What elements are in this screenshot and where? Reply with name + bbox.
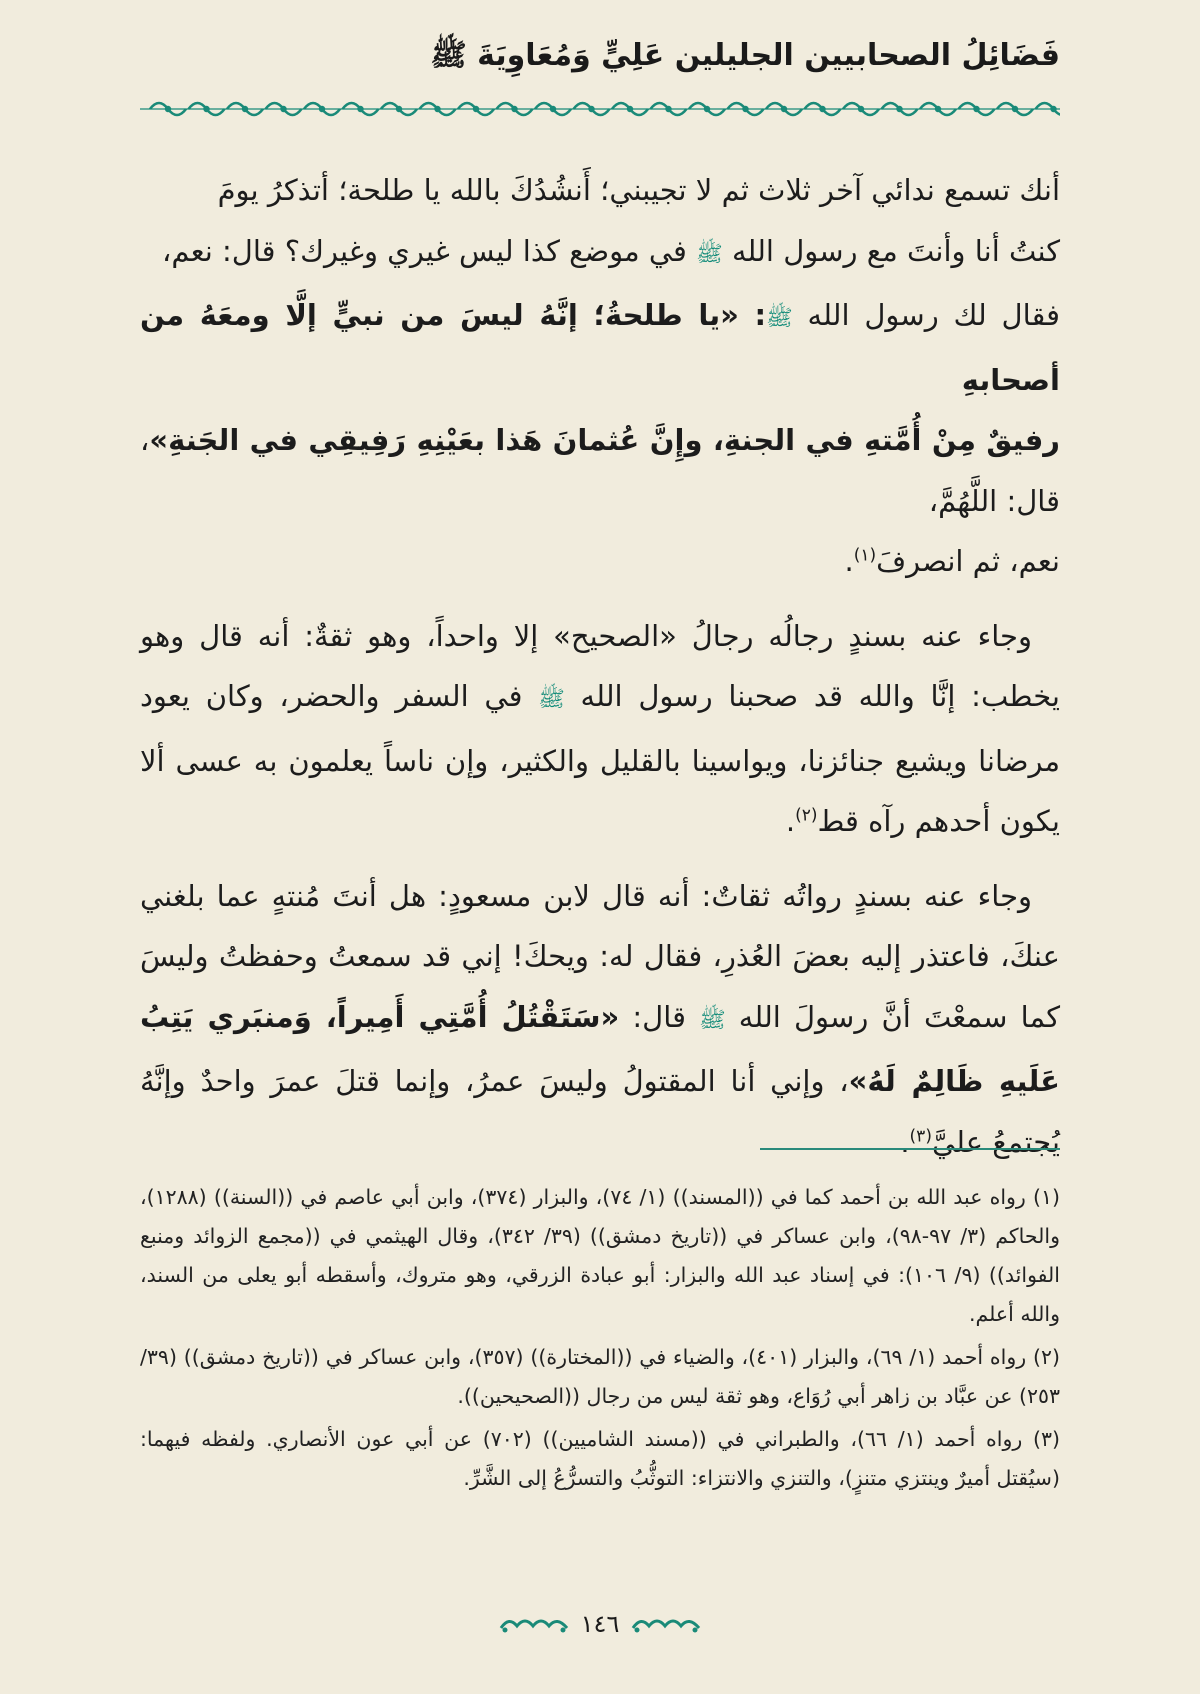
text-block: وجاء عنه بسندٍ رجالُه رجالُ «الصحيح» إلا واحداً، وهو ثقةٌ: أنه قال وهو يخطب: إنَّا والله قد صحبنا رسول الله ﷺ في السفر والحضر، وكان يعود مرضانا ويشيع جنائزنا، ويواسينا بالقليل والكثير، وإن ناساً يعلمون به عسى ألا يكون أحدهم رآه قط$^{(٢)}$. — [140, 618, 1061, 838]
text-line — [140, 285, 1060, 410]
ornament-border-icon — [140, 92, 1060, 126]
saw-symbol: ﷺ — [766, 306, 793, 331]
text-span: كنتُ أنا وأنتَ مع رسول الله — [731, 233, 1060, 268]
text-line: نعم، ثم انصرفَ$^{(١)}$. — [844, 544, 1060, 578]
text-span: قال: — [632, 999, 686, 1034]
text-span: فقال لك رسول الله — [807, 298, 1060, 332]
hadith-quote: «سَتَقْتُلُ أُمَّتِي أَمِيراً، وَمنبَري يَتِبُ عَلَيهِ ظَالِمٌ لَهُ» — [140, 999, 1060, 1098]
paragraph-3 — [140, 866, 1060, 1173]
hadith-quote: : «يا طلحةُ؛ إنَّهُ ليسَ من نبيٍّ إلَّا ومعَهُ من أصحابهِ — [140, 298, 1060, 397]
text-span: ، وإني أنا المقتولُ وليسَ عمرُ، وإنما قتلَ عمرَ واحدٌ وإنَّهُ يُجتمعُ عليَّ — [140, 1064, 1060, 1159]
text-span: في السفر والحضر، وكان يعود مرضانا ويشيع جنائزنا، ويواسينا بالقليل والكثير، وإن ناساً يعلمون به عسى ألا يكون أحدهم رآه قط — [140, 679, 1060, 838]
paragraph-2 — [140, 606, 1060, 852]
footnotes — [140, 1178, 1060, 1502]
footnote-ref-3[interactable]: (٣) — [909, 1125, 932, 1146]
footnote-1: (١) رواه عبد الله بن أحمد كما في ((المسند)) (١/ ٧٤)، والبزار (٣٧٤)، وابن أبي عاصم في ((السنة)) (١٢٨٨)، والحاكم (٣/ ٩٧-٩٨)، وابن عساكر في ((تاريخ دمشق)) (٣٩/ ٣٤٢)، وقال الهيثمي في ((مجمع الزوائد ومنبع الفوائد)) (٩/ ١٠٦): في إسناد عبد الله والبزار: أبو عبادة الزرقي، وهو متروك، وأسقطه أبو يعلى من السند، والله أعلم. — [140, 1185, 1060, 1326]
page-footer — [0, 1604, 1200, 1644]
footer-ornament-icon — [499, 1612, 569, 1636]
footnote-ref-1[interactable]: (١) — [853, 545, 877, 566]
paragraph-1 — [140, 160, 1060, 592]
saw-symbol: ﷺ — [699, 1007, 726, 1033]
saw-symbol: ﷺ — [538, 687, 565, 712]
text-span: نعم، ثم انصرفَ — [876, 544, 1060, 578]
footer-ornament-icon — [631, 1612, 701, 1636]
header-ornament — [140, 92, 1060, 126]
hadith-quote: رفيقٌ مِنْ أُمَّتهِ في الجنةِ، وإِنَّ عُثمانَ هَذا بعَيْنِهِ رَفِيقِي في الجَنةِ» — [149, 423, 1060, 457]
footnote-ref-2[interactable]: (٢) — [795, 805, 818, 826]
text-block: وجاء عنه بسندٍ رواتُه ثقاتٌ: أنه قال لابن مسعودٍ: هل أنتَ مُنتهٍ عما بلغني عنكَ، فاعتذر إليه بعضَ العُذرِ، فقال له: ويحكَ! إني قد سمعتُ وحفظتُ وليسَ كما سمعْتَ أنَّ رسولَ الله ﷺ قال: «سَتَقْتُلُ أُمَّتِي أَمِيراً، وَمنبَري يَتِبُ عَلَيهِ ظَالِمٌ لَهُ»، وإني أنا المقتولُ وليسَ عمرُ، وإنما قتلَ عمرَ واحدٌ وإنَّهُ يُجتمعُ عليَّ$^{(٣)}$. — [140, 878, 1061, 1159]
text-span: وجاء عنه بسندٍ رجالُه رجالُ «الصحيح» إلا واحداً، وهو ثقةٌ: أنه قال وهو يخطب: إنَّا والله قد صحبنا رسول الله — [140, 618, 1061, 713]
saw-symbol: ﷺ — [696, 241, 723, 267]
footnote-divider — [760, 1148, 1060, 1150]
page-number: ١٤٦ — [580, 1610, 620, 1638]
text-span: وجاء عنه بسندٍ رواتُه ثقاتٌ: أنه قال لابن مسعودٍ: هل أنتَ مُنتهٍ عما بلغني عنكَ، فاعتذر إليه بعضَ العُذرِ، فقال له: ويحكَ! إني قد سمعتُ وحفظتُ وليسَ كما سمعْتَ أنَّ رسولَ الله — [140, 878, 1061, 1034]
footnote-2: (٢) رواه أحمد (١/ ٦٩)، والبزار (٤٠١)، والضياء في ((المختارة)) (٣٥٧)، وابن عساكر في ((تاريخ دمشق)) (٣٩/ ٢٥٣) عن عبَّاد بن زاهر أبي رُوَاع، وهو ثقة ليس من رجال ((الصحيحين)). — [140, 1345, 1060, 1408]
text-line — [140, 410, 1060, 531]
text-span: ، قال: اللَّهُمَّ، — [140, 423, 1060, 518]
footnote-3: (٣) رواه أحمد (١/ ٦٦)، والطبراني في ((مسند الشاميين)) (٧٠٢) عن أبي عون الأنصاري. ولفظه فيهما: (سيُقتل أميرٌ وينتزي متنزٍ)، والتنزي والانتزاء: التوثُّبُ والتسرُّعُ إلى الشَّرِّ. — [140, 1427, 1060, 1490]
main-text — [140, 160, 1060, 1186]
text-line — [140, 221, 1060, 286]
text-line: أنك تسمع ندائي آخر ثلاث ثم لا تجيبني؛ أَنشُدُكَ بالله يا طلحة؛ أتذكرُ يومَ — [217, 173, 1060, 207]
text-span: في موضع كذا ليس غيري وغيرك؟ قال: نعم، — [162, 233, 687, 268]
running-header: فَضَائِلُ الصحابيين الجليلين عَلِيٍّ وَمُعَاوِيَةَ ﷺ — [430, 38, 1060, 73]
